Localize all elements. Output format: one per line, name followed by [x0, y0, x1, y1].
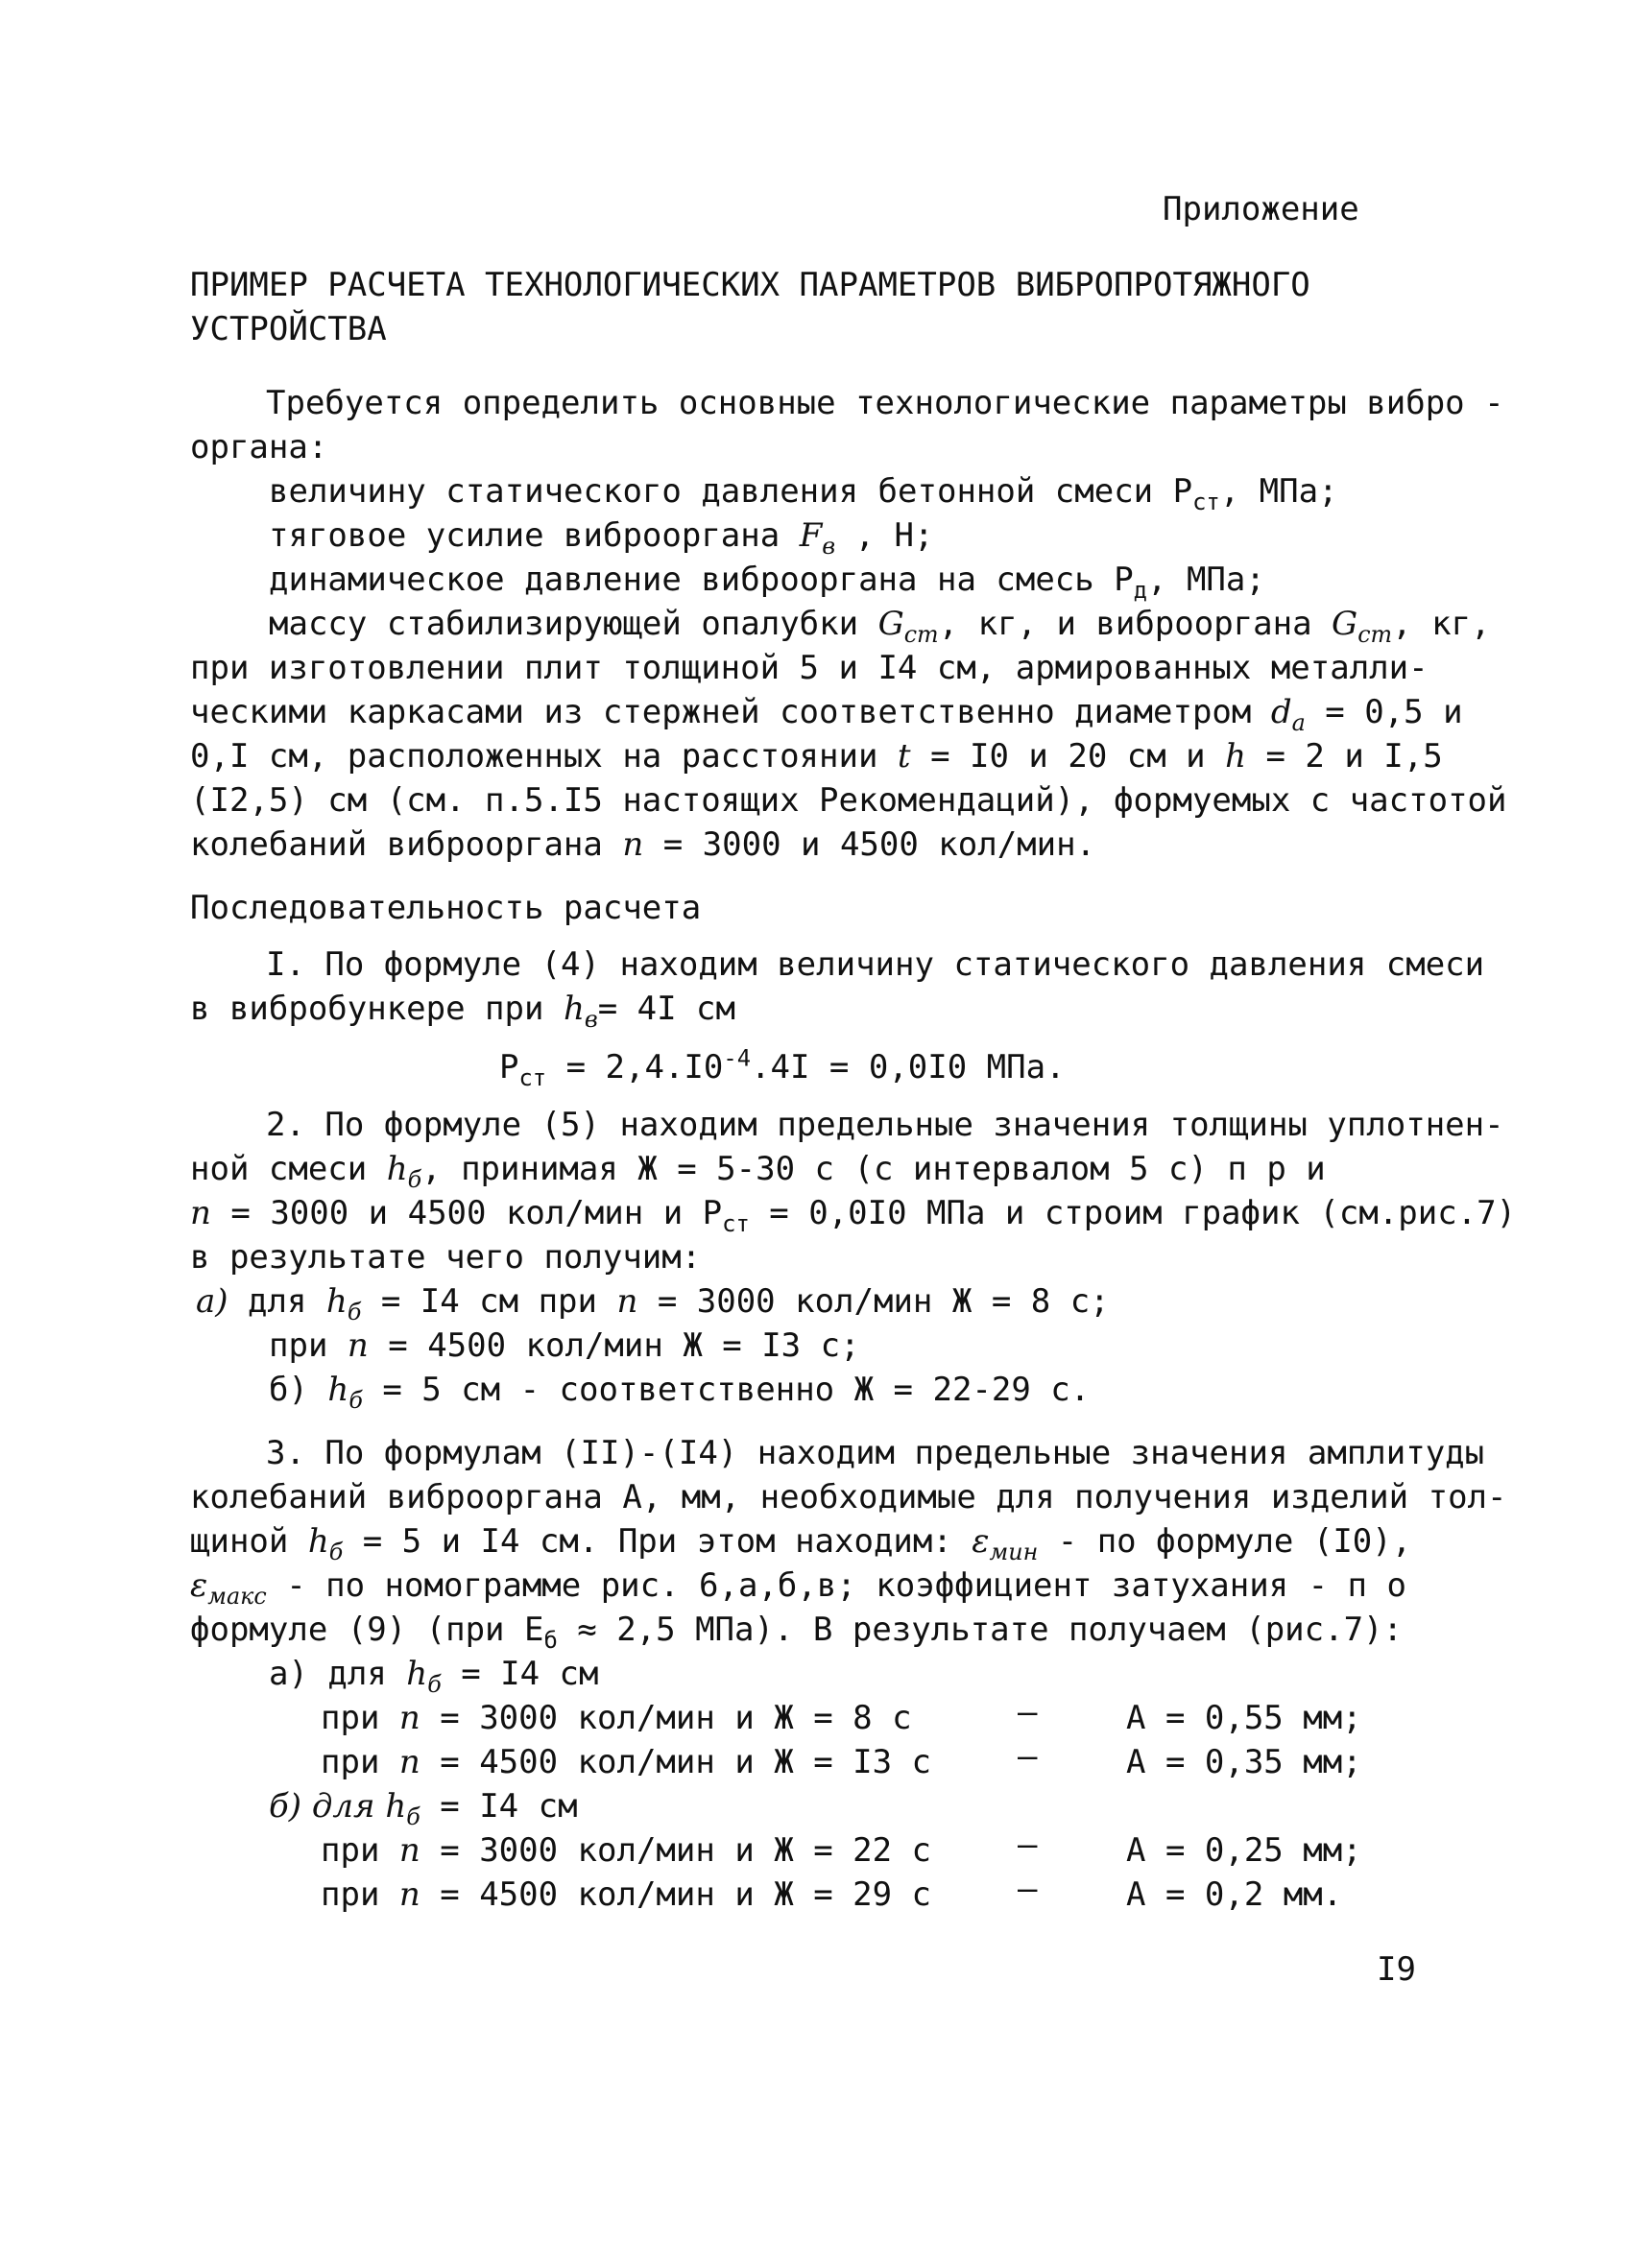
intro-line-10: (I2,5) см (см. п.5.I5 настоящих Рекомендаций), формуемых с частотой: [190, 781, 1507, 820]
result-dash: –: [1018, 1826, 1038, 1864]
step3-line-2: колебаний виброоргана А, мм, необходимые для получения изделий тол-: [190, 1478, 1507, 1516]
step3-case-a-heading: а) для $h_б = I4$ см: [269, 1655, 599, 1698]
step3-line-5: формуле (9) (при $Е_б \approx 2,5$ МПа). В результате получаем (рис.7):: [190, 1611, 1403, 1654]
result-row: при n = 4500 кол/мин и Ж = I3 с: [321, 1743, 932, 1781]
intro-line-3: величину статического давления бетонной смеси $Р_{ст}$, МПа;: [269, 472, 1338, 515]
appendix-label: Приложение: [1163, 190, 1359, 228]
step1-line-1: I. По формуле (4) находим величину статического давления смеси: [266, 945, 1485, 984]
intro-line-5: динамическое давление виброоргана на смесь $Р_д$, МПа;: [269, 561, 1265, 604]
step1-line-2: в вибробункере при $h_в= 4I$ см: [190, 990, 735, 1033]
result-amplitude: А = 0,25 мм;: [1126, 1831, 1362, 1870]
intro-line-6: массу стабилизирующей опалубки $G_{cm}$, кг, и виброоргана $G_{cm}$, кг,: [269, 605, 1491, 648]
step2-line-6: при n = 4500 кол/мин Ж = I3 с;: [269, 1326, 860, 1365]
step2-line-3: n = 3000 и 4500 кол/мин и $Р_{ст} = 0,0I0$ МПа и строим график (см.рис.7): [190, 1194, 1517, 1237]
result-dash: –: [1018, 1737, 1038, 1776]
title-line-2: УСТРОЙСТВА: [190, 310, 387, 348]
step2-line-4: в результате чего получим:: [190, 1238, 702, 1277]
step3-case-b-heading: б) для $h_б = I4$ см: [269, 1787, 578, 1830]
intro-line-4: тяговое усилие виброоргана $F_в$ , Н;: [269, 516, 934, 560]
sequence-heading: Последовательность расчета: [190, 889, 702, 927]
step3-line-4: $\varepsilon_{макс}$ - по номограмме рис. 6,а,б,в; коэффициент затухания - п о: [190, 1566, 1406, 1610]
intro-line-7: при изготовлении плит толщиной 5 и I4 см, армированных металли-: [190, 649, 1429, 687]
result-amplitude: А = 0,55 мм;: [1126, 1699, 1362, 1737]
step3-line-1: 3. По формулам (II)-(I4) находим предельные значения амплитуды: [266, 1434, 1485, 1472]
result-row: при n = 4500 кол/мин и Ж = 29 с: [321, 1875, 932, 1914]
step2-line-7: б) $h_б = 5$ см - соответственно Ж = 22-29 с.: [269, 1371, 1091, 1414]
result-amplitude: А = 0,35 мм;: [1126, 1743, 1362, 1781]
result-row: при n = 3000 кол/мин и Ж = 22 с: [321, 1831, 932, 1870]
intro-line-2: органа:: [190, 428, 328, 466]
result-dash: –: [1018, 1693, 1038, 1731]
step1-formula: $Р_{ст} = 2,4.I0^{-4}.4I = 0,0I0$ МПа.: [499, 1044, 1066, 1091]
result-dash: –: [1018, 1870, 1038, 1908]
result-amplitude: А = 0,2 мм.: [1126, 1875, 1343, 1914]
result-row: при n = 3000 кол/мин и Ж = 8 с: [321, 1699, 912, 1737]
step2-line-2: ной смеси $h_б$, принимая Ж = 5-30 с (с интервалом 5 с) п р и: [190, 1150, 1326, 1193]
page-number: I9: [1377, 1950, 1416, 1989]
step2-line-1: 2. По формуле (5) находим предельные значения толщины уплотнен-: [266, 1106, 1504, 1144]
intro-line-11: колебаний виброоргана n = 3000 и 4500 кол/мин.: [190, 825, 1096, 864]
title-line-1: ПРИМЕР РАСЧЕТА ТЕХНОЛОГИЧЕСКИХ ПАРАМЕТРОВ ВИБРОПРОТЯЖНОГО: [190, 266, 1310, 304]
intro-line-8: ческими каркасами из стержней соответственно диаметром $d_a = 0,5$ и: [190, 693, 1463, 736]
intro-line-9: 0,I см, расположенных на расстоянии t = I0 и 20 см и h = 2 и I,5: [190, 737, 1443, 776]
step3-line-3: щиной $h_б = 5$ и I4 см. При этом находим: $\varepsilon_{мин}$ - по формуле (I0),: [190, 1522, 1412, 1565]
intro-line-1: Требуется определить основные технологические параметры вибро -: [266, 384, 1504, 422]
step2-line-5: а) для $h_б = I4$ см при n = 3000 кол/мин Ж = 8 с;: [196, 1282, 1110, 1325]
